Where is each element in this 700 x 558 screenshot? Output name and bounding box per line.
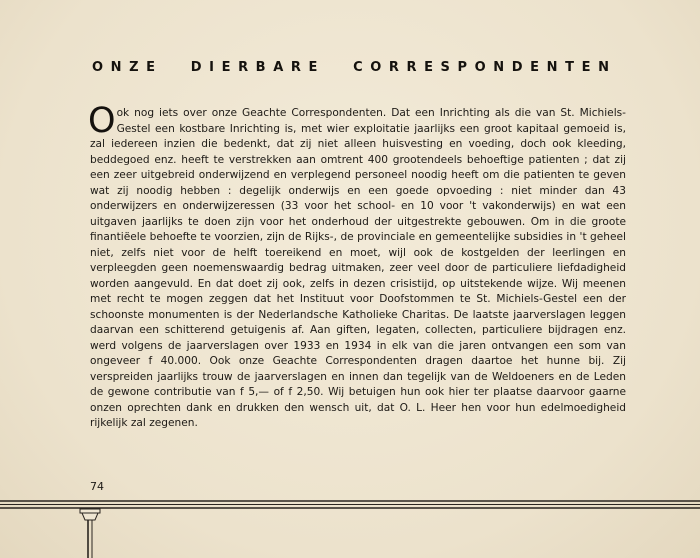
page-heading: ONZE DIERBARE CORRESPONDENTEN xyxy=(92,60,617,75)
body-text: ok nog iets over onze Geachte Correspondenten. Dat een Inrichting als die van St. Michiels-Gestel een kostbare Inrichting is, met wier exploitatie jaarlijks een groot kapitaal gemoeid is, zal iedereen inzien die bedenkt, dat zij niet alleen huisvesting en voeding, doch ook kleeding, beddegoed enz. heeft te verstrekken aan omtrent 400 grootendeels behoeftige patienten ; dat zij een zeer uitgebreid onderwijzend en verplegend personeel noodig heeft om die patienten te geven wat zij noodig hebben : degelijk onderwijs en een goede opvoeding : niet minder dan 43 onderwijzers en onderwijzeressen (33 voor het school- en 10 voor 't vakonderwijs) en wat een uitgaven jaarlijks te doen zijn voor het onderhoud der uitgestrekte gebouwen. Om in die groote finantiëele behoefte te voorzien, zijn de Rijks-, de provinciale en gemeentelijke subsidies in 't geheel niet, zelfs niet voor de helft toereikend en moet, wijl ook de kostgelden der leerlingen en verpleegden geen noemenswaardig bedrag uitmaken, zeer veel door de particuliere liefdadigheid worden aangevuld. En dat doet zij ook, zelfs in dezen crisistijd, op uitstekende wijze. Wij meenen met recht te mogen zeggen dat het Instituut voor Doofstommen te St. Michiels-Gestel een der schoonste monumenten is der Nederlandsche Katholieke Charitas. De laatste jaarverslagen leggen daarvan een schitterend getuigenis af. Aan giften, legaten, collecten, particuliere bijdragen enz. werd volgens de jaarverslagen over 1933 en 1934 in elk van die jaren ontvangen een som van ongeveer f 40.000. Ook onze Geachte Correspondenten dragen daartoe het hunne bij. Zij verspreiden jaarlijks trouw de jaarverslagen en innen dan tegelijk van de Weldoeners en de Leden de gewone contributie van f 5,— of f 2,50. Wij betuigen hun ook hier ter plaatse daarvoor gaarne onzen oprechten dank en drukken den wensch uit, dat O. L. Heer hen voor hun edelmoedigheid rijkelijk zal zegenen. xyxy=(90,107,626,429)
page-number: 74 xyxy=(90,480,104,493)
decorative-rule-ornament xyxy=(0,496,700,558)
body-paragraph xyxy=(88,101,626,432)
drop-cap: O xyxy=(88,101,116,141)
